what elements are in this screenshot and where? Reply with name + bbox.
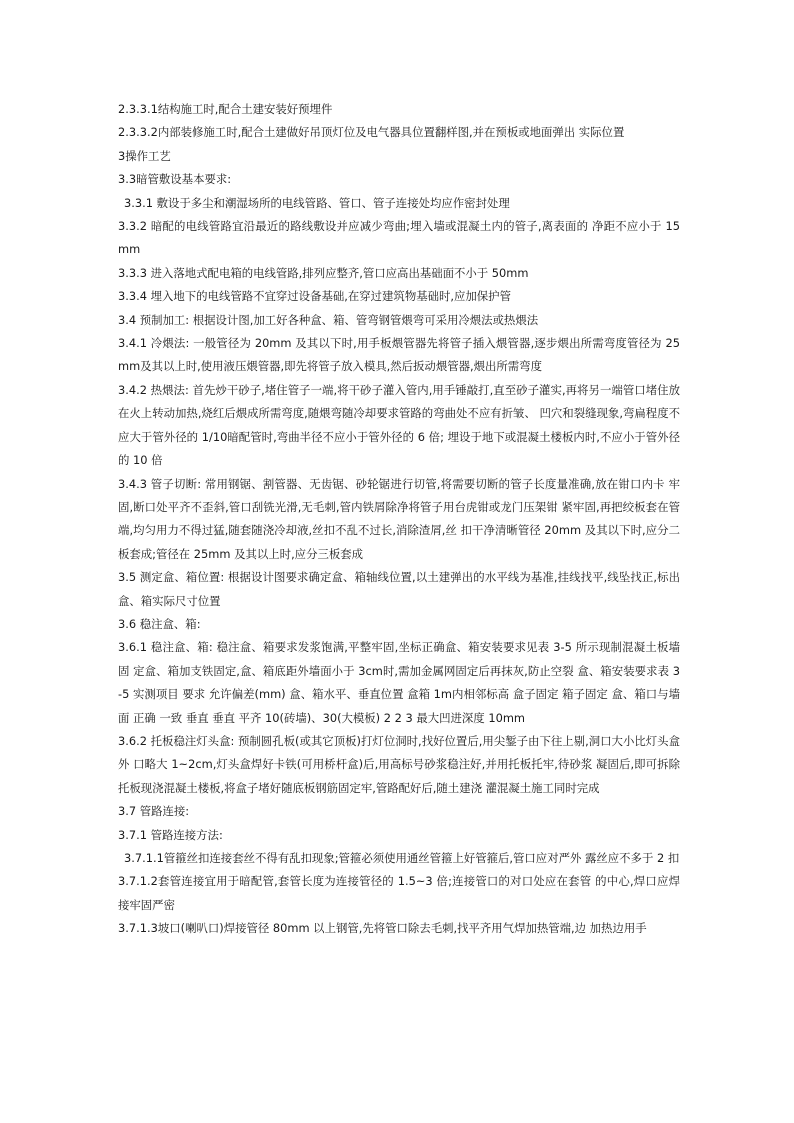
paragraph: 3.7.1.3坡口(喇叭口)焊接管径 80mm 以上钢管,先将管口除去毛刺,找平齐用气焊加热管端,边 加热边用手 <box>118 921 647 936</box>
paragraph: 3.3.2 暗配的电线管路宜沿最近的路线敷设并应减少弯曲;埋入墙或混凝土内的管子,离表面的 净距不应小于 15mm <box>118 219 680 257</box>
paragraph: 3.7.1.2套管连接宜用于暗配管,套管长度为连接管径的 1.5~3 倍;连接管口的对口处应在套管 的中心,焊口应焊接牢固严密 <box>118 874 680 912</box>
paragraph: 3操作工艺 <box>118 148 171 163</box>
paragraph: 3.7.1 管路连接方法: <box>118 827 223 842</box>
paragraph: 3.3暗管敷设基本要求: <box>118 172 232 187</box>
paragraph: 2.3.3.2内部装修施工时,配合土建做好吊顶灯位及电气器具位置翻样图,并在预板或地面弹出 实际位置 <box>118 125 625 140</box>
paragraph: 3.6 稳注盒、箱: <box>118 616 201 631</box>
paragraph: 3.4.3 管子切断: 常用钢锯、割管器、无齿锯、砂轮锯进行切管,将需要切断的管子长度量准确,放在钳口内卡 牢固,断口处平齐不歪斜,管口刮铣光滑,无毛刺,管内铁屑除净将管子用台虎钳或龙门压架钳 紧牢固,再把绞板套在管端,均匀用力不得过猛,随套随浇冷却液,丝扣不乱不过长,消除渣屑,丝 扣干净清晰管径 20mm 及其以下时,应分二板套成;管径在 25mm 及其以上时,应分三板套成 <box>118 476 680 561</box>
paragraph: 3.3.3 进入落地式配电箱的电线管路,排列应整齐,管口应高出基础面不小于 50mm <box>118 265 529 280</box>
paragraph: 3.7.1.1管箍丝扣连接套丝不得有乱扣现象;管箍必须使用通丝管箍上好管箍后,管口应对严外 露丝应不多于 2 扣 <box>124 851 680 865</box>
paragraph: 3.4.1 冷煨法: 一般管径为 20mm 及其以下时,用手板煨管器先将管子插入煨管器,逐步煨出所需弯度管径为 25mm及其以上时,使用液压煨管器,即先将管子放入模具,然后扳动煨管器,煨出所需弯度 <box>118 336 680 374</box>
paragraph: 3.7 管路连接: <box>118 804 190 819</box>
paragraph: 2.3.3.1结构施工时,配合土建安装好预埋件 <box>118 102 333 116</box>
paragraph: 3.3.4 埋入地下的电线管路不宜穿过设备基础,在穿过建筑物基础时,应加保护管 <box>118 289 511 304</box>
paragraph: 3.4 预制加工: 根据设计图,加工好各种盒、箱、管弯钢管煨弯可采用冷煨法或热煨法 <box>118 312 539 327</box>
document-body <box>118 98 680 941</box>
paragraph: 3.4.2 热煨法: 首先炒干砂子,堵住管子一端,将干砂子灌入管内,用手锤敲打,直至砂子灌实,再将另一端管口堵住放在火上转动加热,烧红后煨成所需弯度,随煨弯随冷却要求管路的弯曲处不应有折皱、 凹穴和裂缝现象,弯扁程度不应大于管外径的 1/10暗配管时,弯曲半径不应小于管外径的 6 倍; 埋设于地下或混凝土楼板内时,不应小于管外径的 10 倍 <box>118 382 680 468</box>
paragraph: 3.6.1 稳注盒、箱: 稳注盒、箱要求发浆饱满,平整牢固,坐标正确盒、箱安装要求见表 3-5 所示现制混凝土板墙固 定盒、箱加支铁固定,盒、箱底距外墙面小于 3cm时,需加金属网固定后再抹灰,防止空裂 盒、箱安装要求表 3-5 实测项目 要求 允许偏差(mm) 盒、箱水平、垂直位置 盒箱 1m内相邻标高 盒子固定 箱子固定 盒、箱口与墙面 正确 一致 垂直 垂直 平齐 10(砖墙)、30(大模板) 2 2 3 最大凹进深度 10mm <box>118 640 680 725</box>
paragraph: 3.3.1 敷设于多尘和潮湿场所的电线管路、管口、管子连接处均应作密封处理 <box>124 195 510 210</box>
paragraph: 3.6.2 托板稳注灯头盒: 预制圆孔板(或其它顶板)打灯位洞时,找好位置后,用尖錾子由下往上剔,洞口大小比灯头盒外 口略大 1~2cm,灯头盒焊好卡铁(可用桥杆盒)后,用高标号砂浆稳注好,并用托板托牢,待砂浆 凝固后,即可拆除托板现浇混凝土楼板,将盒子堵好随底板钢筋固定牢,管路配好后,随土建浇 灌混凝土施工同时完成 <box>118 733 680 795</box>
paragraph: 3.5 测定盒、箱位置: 根据设计图要求确定盒、箱轴线位置,以土建弹出的水平线为基准,挂线找平,线坠找正,标出 盒、箱实际尺寸位置 <box>118 570 680 608</box>
